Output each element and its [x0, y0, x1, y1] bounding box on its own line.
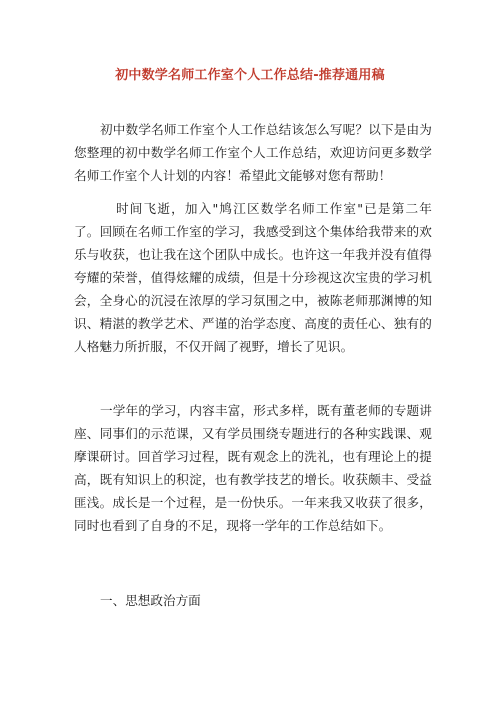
intro-paragraph: 初中数学名师工作室个人工作总结该怎么写呢？以下是由为您整理的初中数学名师工作室个人工作总结，欢迎访问更多数学名师工作室个人计划的内容！希望此文能够对您有帮助！: [74, 122, 432, 183]
section-heading: 一、思想政治方面: [100, 593, 201, 608]
document-title: 初中数学名师工作室个人工作总结-推荐通用稿: [115, 68, 385, 83]
body-paragraph-2: 一学年的学习，内容丰富，形式多样，既有董老师的专题讲座、同事们的示范课，又有学员围绕专题进行的各种实践课、观摩课研讨。回首学习过程，既有观念上的洗礼，也有理论上的提高，既有知识上的积淀，也有教学技艺的增长。收获颇丰、受益匪浅。成长是一个过程，是一份快乐。一年来我又收获了很多，同时也看到了自身的不足，现将一学年的工作总结如下。: [74, 403, 432, 533]
body-paragraph-1: 时间飞逝，加入"鸠江区数学名师工作室"已是第二年了。回顾在名师工作室的学习，我感受到这个集体给我带来的欢乐与收获，也让我在这个团队中成长。也许这一年我并没有值得夸耀的荣誉，值得炫耀的成绩，但是十分珍视这次宝贵的学习机会，全身心的沉浸在浓厚的学习氛围之中，被陈老师那渊博的知识、精湛的教学艺术、严谨的治学态度、高度的责任心、独有的人格魅力所折服，不仅开阔了视野，增长了见识。: [74, 201, 432, 354]
